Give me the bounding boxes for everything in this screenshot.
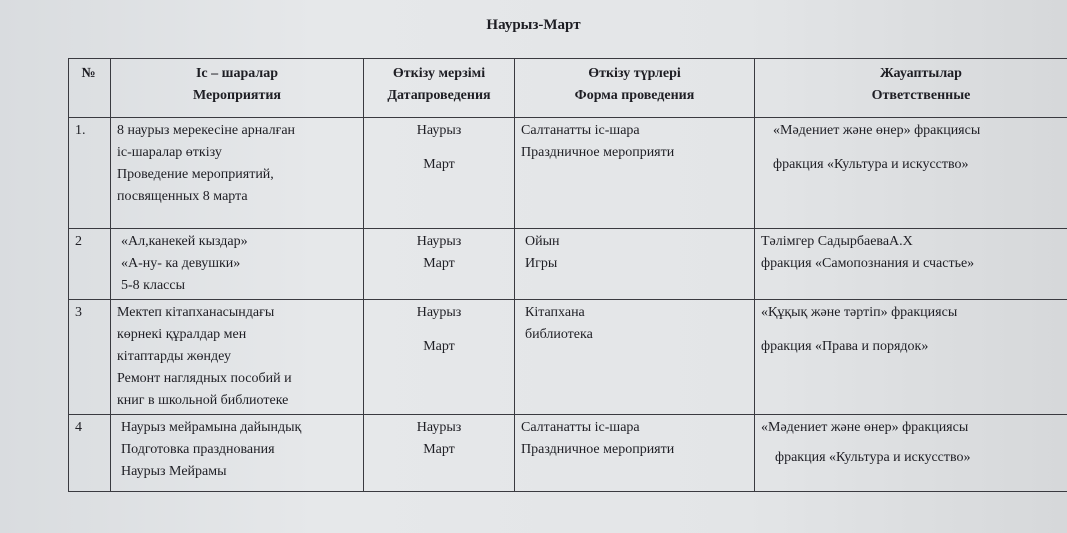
- header-events: [111, 59, 364, 118]
- event-line: іс-шаралар өткізу: [117, 145, 222, 160]
- row-event: [111, 300, 364, 415]
- event-line: посвященных 8 марта: [117, 189, 248, 204]
- header-form: [515, 59, 755, 118]
- responsible-ru: фракция «Самопознания и счастье»: [761, 256, 975, 271]
- event-line: «А-ну- ка девушки»: [121, 256, 241, 271]
- event-line: 5-8 классы: [121, 278, 185, 293]
- row-form: [515, 118, 755, 229]
- header-events-ru: Мероприятия: [192, 88, 282, 103]
- row-num: 1.: [69, 118, 111, 229]
- header-responsible-ru: Ответственные: [871, 88, 971, 103]
- row-event: [111, 118, 364, 229]
- header-date: [364, 59, 515, 118]
- date-kz: Наурыз: [416, 123, 462, 138]
- date-kz: Наурыз: [416, 234, 462, 249]
- row-event: [111, 229, 364, 300]
- row-responsible: [755, 415, 1067, 492]
- date-ru: Март: [423, 157, 455, 172]
- responsible-kz: «Құқық және тәртіп» фракциясы: [761, 305, 958, 320]
- header-events-kz: Іс – шаралар: [195, 66, 279, 81]
- responsible-kz: Тәлімгер СадырбаеваА.Х: [761, 234, 913, 249]
- page-title: Наурыз-Март: [486, 17, 581, 33]
- date-ru: Март: [423, 256, 455, 271]
- form-line: Кітапхана: [525, 305, 585, 320]
- event-line: книг в школьной библиотеке: [117, 393, 289, 408]
- header-date-ru: Датапроведения: [387, 88, 491, 103]
- row-form: [515, 415, 755, 492]
- form-line: Игры: [525, 256, 558, 271]
- row-event: [111, 415, 364, 492]
- row-responsible: [755, 229, 1067, 300]
- row-date: [364, 118, 515, 229]
- event-line: Подготовка празднования: [121, 442, 275, 457]
- date-ru: Март: [423, 339, 455, 354]
- date-kz: Наурыз: [416, 305, 462, 320]
- responsible-ru: фракция «Культура и искусство»: [773, 157, 969, 172]
- responsible-kz: «Мәдениет және өнер» фракциясы: [761, 420, 969, 435]
- form-line: Праздничное мероприяти: [521, 442, 675, 457]
- row-date: [364, 300, 515, 415]
- table-header-row: [69, 59, 1067, 118]
- row-date: [364, 415, 515, 492]
- event-line: Проведение мероприятий,: [117, 167, 274, 182]
- row-form: [515, 300, 755, 415]
- table-row: [69, 415, 1067, 492]
- event-line: «Ал,канекей кыздар»: [121, 234, 248, 249]
- date-ru: Март: [423, 442, 455, 457]
- header-form-ru: Форма проведения: [574, 88, 695, 103]
- form-line: библиотека: [525, 327, 593, 342]
- table-row: [69, 229, 1067, 300]
- event-line: Наурыз Мейрамы: [121, 464, 227, 479]
- header-num: №: [69, 59, 111, 118]
- form-line: Ойын: [525, 234, 560, 249]
- header-responsible-kz: Жауаптылар: [880, 66, 962, 81]
- event-line: 8 наурыз мерекесіне арналған: [117, 123, 296, 138]
- responsible-ru: фракция «Культура и искусство»: [775, 450, 971, 465]
- event-line: Ремонт наглядных пособий и: [117, 371, 292, 386]
- responsible-ru: фракция «Права и порядок»: [761, 339, 929, 354]
- table-row: [69, 300, 1067, 415]
- row-date: [364, 229, 515, 300]
- header-responsible: [755, 59, 1067, 118]
- date-kz: Наурыз: [416, 420, 462, 435]
- row-responsible: [755, 300, 1067, 415]
- header-date-kz: Өткізу мерзімі: [392, 66, 486, 81]
- event-line: Мектеп кітапханасындағы: [117, 305, 275, 320]
- row-num: 3: [69, 300, 111, 415]
- responsible-kz: «Мәдениет және өнер» фракциясы: [773, 123, 981, 138]
- row-form: [515, 229, 755, 300]
- form-line: Праздничное мероприяти: [521, 145, 675, 160]
- table-row: [69, 118, 1067, 229]
- header-form-kz: Өткізу түрлері: [588, 66, 681, 81]
- form-line: Салтанатты іс-шара: [521, 420, 640, 435]
- event-line: кітаптарды жөндеу: [117, 349, 232, 364]
- events-table: [68, 58, 1067, 492]
- row-responsible: [755, 118, 1067, 229]
- event-line: көрнекі құралдар мен: [117, 327, 247, 342]
- row-num: 2: [69, 229, 111, 300]
- event-line: Наурыз мейрамына дайындық: [121, 420, 302, 435]
- form-line: Салтанатты іс-шара: [521, 123, 640, 138]
- row-num: 4: [69, 415, 111, 492]
